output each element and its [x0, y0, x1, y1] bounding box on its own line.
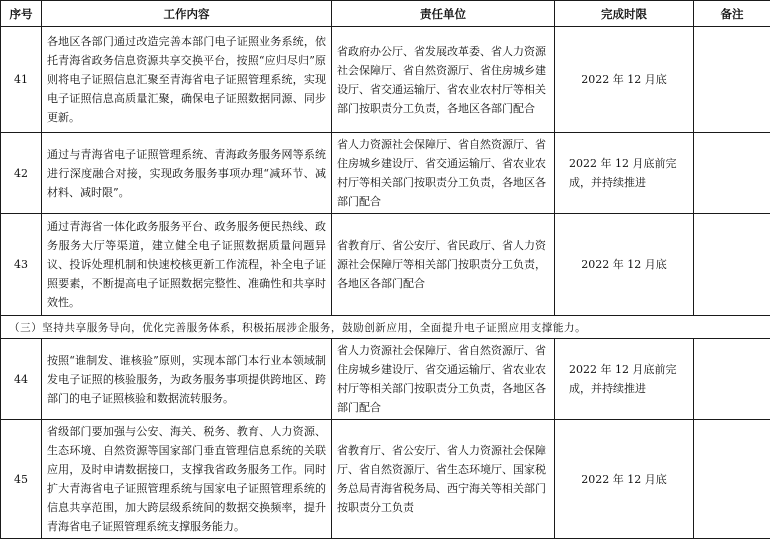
table-row: [1, 339, 770, 420]
row-no: 45: [1, 420, 42, 539]
table-row: [1, 420, 770, 539]
row-content: 省级部门要加强与公安、海关、税务、教育、人力资源、生态环境、自然资源等国家部门垂直管理信息系统的关联应用，及时申请数据接口，支撑我省政务服务工作。同时扩大青海省电子证照管理系统与国家电子证照管理系统的信息共享范围，加大跨层级系统间的数据交换频率，提升青海省电子证照管理系统支撑服务能力。: [42, 420, 332, 539]
row-remarks: [694, 339, 770, 420]
row-no: 44: [1, 339, 42, 420]
row-content: 通过青海省一体化政务服务平台、政务服务便民热线、政务服务大厅等渠道，建立健全电子证照数据质量问题异议、投诉处理机制和快速校核更新工作流程，补全电子证照要素，不断提高电子证照数据完整性、准确性和共享时效性。: [42, 214, 332, 316]
table-row: [1, 133, 770, 214]
row-deadline: 2022 年 12 月底前完成，并持续推进: [555, 339, 694, 420]
row-remarks: [694, 420, 770, 539]
row-deadline: 2022 年 12 月底: [555, 420, 694, 539]
row-content: 各地区各部门通过改造完善本部门电子证照业务系统，依托青海省政务信息资源共享交换平台，按照“应归尽归”原则将电子证照信息汇聚至青海省电子证照管理系统，实现电子证照信息高质量汇聚，确保电子证照数据同源、同步更新。: [42, 27, 332, 133]
row-responsible: 省政府办公厅、省发展改革委、省人力资源社会保障厅、省自然资源厅、省住房城乡建设厅、省交通运输厅、省农业农村厅等相关部门按职责分工负责，各地区各部门配合: [332, 27, 555, 133]
table-row: [1, 27, 770, 133]
row-no: 42: [1, 133, 42, 214]
header-no: 序号: [1, 1, 42, 27]
row-remarks: [694, 214, 770, 316]
row-deadline: 2022 年 12 月底: [555, 214, 694, 316]
section-heading: （三）坚持共享服务导向，优化完善服务体系，积极拓展涉企服务，鼓励创新应用，全面提升电子证照应用支撑能力。: [1, 316, 770, 339]
row-responsible: 省人力资源社会保障厅、省自然资源厅、省住房城乡建设厅、省交通运输厅、省农业农村厅等相关部门按职责分工负责，各地区各部门配合: [332, 339, 555, 420]
row-responsible: 省人力资源社会保障厅、省自然资源厅、省住房城乡建设厅、省交通运输厅、省农业农村厅等相关部门按职责分工负责，各地区各部门配合: [332, 133, 555, 214]
row-no: 43: [1, 214, 42, 316]
section-heading-row: [1, 316, 770, 339]
row-deadline: 2022 年 12 月底前完成，并持续推进: [555, 133, 694, 214]
row-no: 41: [1, 27, 42, 133]
row-remarks: [694, 133, 770, 214]
row-content: 通过与青海省电子证照管理系统、青海政务服务网等系统进行深度融合对接，实现政务服务事项办理“减环节、减材料、减时限”。: [42, 133, 332, 214]
row-responsible: 省教育厅、省公安厅、省民政厅、省人力资源社会保障厅等相关部门按职责分工负责，各地区各部门配合: [332, 214, 555, 316]
header-content: 工作内容: [42, 1, 332, 27]
row-responsible: 省教育厅、省公安厅、省人力资源社会保障厅、省自然资源厅、省生态环境厅、国家税务总局青海省税务局、西宁海关等相关部门按职责分工负责: [332, 420, 555, 539]
table-row: [1, 214, 770, 316]
row-remarks: [694, 27, 770, 133]
header-deadline: 完成时限: [555, 1, 694, 27]
row-deadline: 2022 年 12 月底: [555, 27, 694, 133]
row-content: 按照“谁制发、谁核验”原则，实现本部门本行业本领域制发电子证照的核验服务，为政务服务事项提供跨地区、跨部门的电子证照核验和数据流转服务。: [42, 339, 332, 420]
header-responsible: 责任单位: [332, 1, 555, 27]
table-header-row: [1, 1, 770, 27]
header-remarks: 备注: [694, 1, 770, 27]
